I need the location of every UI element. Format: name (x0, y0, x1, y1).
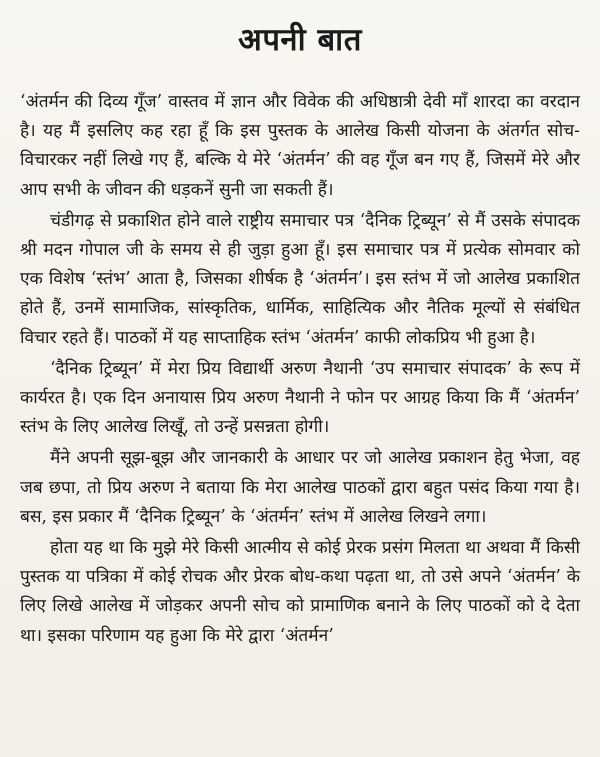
paragraph-5: होता यह था कि मुझे मेरे किसी आत्मीय से कोई प्रेरक प्रसंग मिलता था अथवा मैं किसी पुस्तक या पत्रिका में कोई रोचक और प्रेरक बोध-कथा पढ़ता था, तो उसे अपने ‘अंतर्मन’ के लिए लिखे आलेख में जोड़कर अपनी सोच को प्रामाणिक बनाने के लिए पाठकों को दे देता था। इसका परिणाम यह हुआ कि मेरे द्वारा ‘अंतर्मन’ (20, 538, 580, 646)
paragraph-2: चंडीगढ़ से प्रकाशित होने वाले राष्ट्रीय समाचार पत्र ‘दैनिक ट्रिब्यून’ से मैं उसके संपादक श्री मदन गोपाल जी के समय से ही जुड़ा हुआ हूँ। इस समाचार पत्र में प्रत्येक सोमवार को एक विशेष ‘स्तंभ’ आता है, जिसका शीर्षक है ‘अंतर्मन’। इस स्तंभ में जो आलेख प्रकाशित होते हैं, उनमें सामाजिक, सांस्कृतिक, धार्मिक, साहित्यिक और नैतिक मूल्यों से संबंधित विचार रहते हैं। पाठकों में यह साप्ताहिक स्तंभ ‘अंतर्मन’ काफी लोकप्रिय भी हुआ है। (20, 210, 580, 348)
page-title: अपनी बात (238, 22, 362, 58)
paragraph-1: ‘अंतर्मन की दिव्य गूँज’ वास्तव में ज्ञान और विवेक की अधिष्ठात्री देवी माँ शारदा का वरदान है। यह मैं इसलिए कह रहा हूँ कि इस पुस्तक के आलेख किसी योजना के अंतर्गत सोच-विचारकर नहीं लिखे गए हैं, बल्कि ये मेरे ‘अंतर्मन’ की वह गूँज बन गए हैं, जिसमें मेरे और आप सभी के जीवन की धड़कनें सुनी जा सकती हैं। (20, 92, 580, 200)
paragraph-3: ‘दैनिक ट्रिब्यून’ में मेरा प्रिय विद्यार्थी अरुण नैथानी ‘उप समाचार संपादक’ के रूप में कार्यरत है। एक दिन अनायास प्रिय अरुण नैथानी ने फोन पर आग्रह किया कि मैं ‘अंतर्मन’ स्तंभ के लिए आलेख लिखूँ, तो उन्हें प्रसन्नता होगी। (20, 358, 580, 438)
paragraph-4: मैंने अपनी सूझ-बूझ और जानकारी के आधार पर जो आलेख प्रकाशन हेतु भेजा, वह जब छपा, तो प्रिय अरुण ने बताया कि मेरा आलेख पाठकों द्वारा बहुत पसंद किया गया है। बस, इस प्रकार मैं ‘दैनिक ट्रिब्यून’ के ‘अंतर्मन’ स्तंभ में आलेख लिखने लगा। (20, 448, 580, 527)
body-text (20, 88, 580, 651)
